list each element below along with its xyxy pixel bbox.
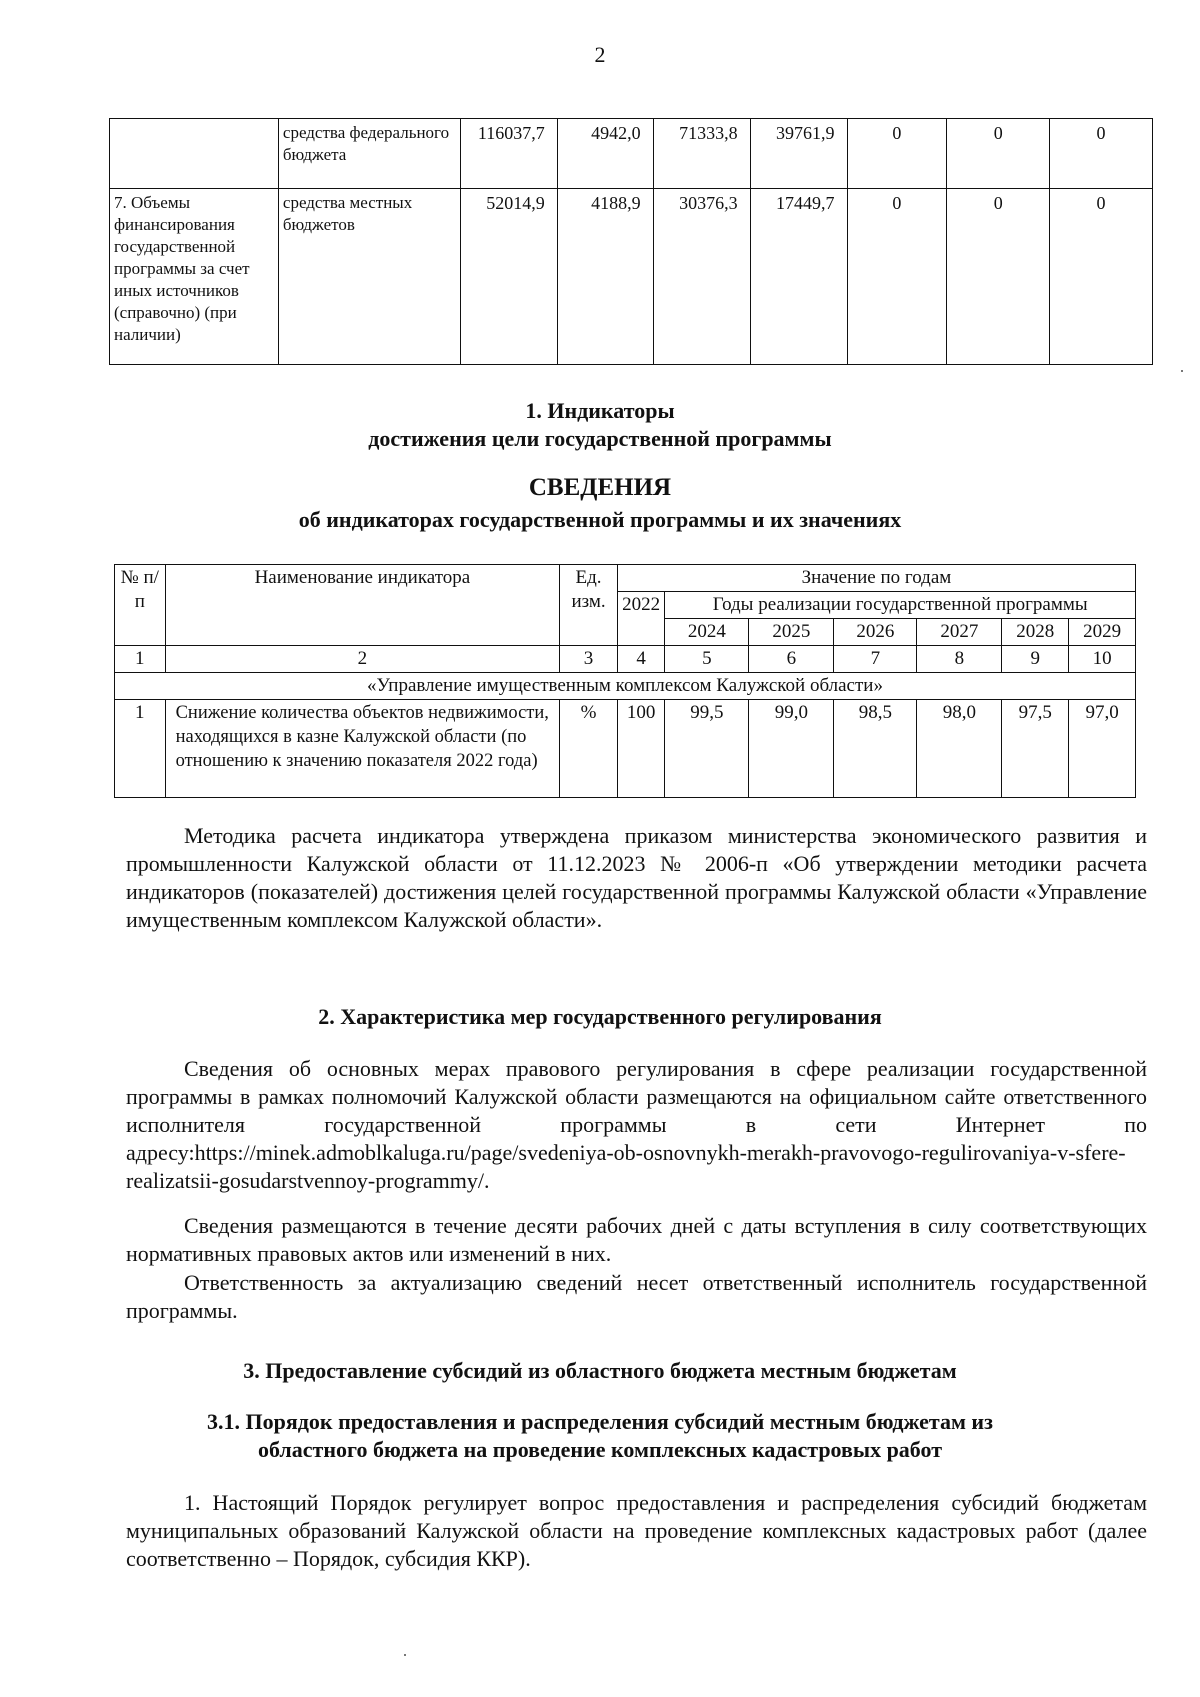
financing-label: [110, 119, 279, 189]
column-number: 10: [1069, 646, 1136, 673]
header-unit: Ед. изм.: [560, 565, 618, 646]
indicator-table: [114, 564, 1136, 798]
section3-paragraph-1: 1. Настоящий Порядок регулирует вопрос предоставления и распределения субсидий бюджетам муниципальных образований Калужской области на проведение комплексных кадастровых работ (далее соответственно – Порядок, субсидия ККР).: [126, 1490, 1147, 1571]
section1-title: 1. Индикаторы: [525, 398, 675, 423]
indicator-name: Снижение количества объектов недвижимости, находящихся в казне Калужской области (по отношению к значению показателя 2022 года): [165, 700, 560, 798]
financing-value: 0: [1050, 119, 1153, 189]
financing-table: [109, 118, 1153, 365]
financing-row-federal: [110, 119, 1153, 189]
financing-value: 52014,9: [460, 189, 557, 365]
indicator-value: 99,5: [665, 700, 749, 798]
financing-source: средства федерального бюджета: [278, 119, 460, 189]
financing-value: 0: [1050, 189, 1153, 365]
indicator-value: 97,0: [1069, 700, 1136, 798]
indicator-no: 1: [115, 700, 166, 798]
svedeniya-subtitle: об индикаторах государственной программы и их значениях: [298, 507, 902, 532]
svedeniya-title: СВЕДЕНИЯ: [528, 474, 672, 501]
financing-value: 0: [947, 119, 1050, 189]
indicator-base: 100: [617, 700, 665, 798]
header-impl-years: Годы реализации государственной программы: [665, 592, 1136, 619]
column-number: 1: [115, 646, 166, 673]
section3-subtitle-1: 3.1. Порядок предоставления и распределения субсидий местным бюджетам из: [207, 1409, 993, 1434]
section3-subtitle-2: областного бюджета на проведение комплексных кадастровых работ: [257, 1437, 943, 1462]
indicator-row: [115, 700, 1136, 798]
indicator-group: «Управление имущественным комплексом Калужской области»: [115, 673, 1136, 700]
header-values: Значение по годам: [617, 565, 1135, 592]
financing-source: средства местных бюджетов: [278, 189, 460, 365]
financing-value: 4188,9: [557, 189, 653, 365]
column-number: 6: [749, 646, 834, 673]
method-paragraph: Методика расчета индикатора утверждена приказом министерства экономического развития и промышленности Калужской области от 11.12.2023 № 2006-п «Об утверждении методики расчета индикаторов (показателей) достижения целей государственной программы Калужской области «Управление имущественным комплексом Калужской области».: [126, 823, 1147, 932]
indicator-unit: %: [560, 700, 618, 798]
financing-value: 39761,9: [750, 119, 847, 189]
column-number: 2: [165, 646, 560, 673]
column-number: 9: [1002, 646, 1069, 673]
header-year: 2025: [749, 619, 834, 646]
financing-value: 17449,7: [750, 189, 847, 365]
section2-title: 2. Характеристика мер государственного регулирования: [318, 1004, 882, 1029]
section2-paragraph-1: Сведения об основных мерах правового регулирования в сфере реализации государственной программы в рамках полномочий Калужской области размещаются на официальном сайте ответственного исполнителя государственной программы в сети Интернет по адресу:https://minek.admoblkaluga.ru/page/svedeniya-ob-osnovnykh-merakh-pravovogo-regulirovaniya-v-sfere-realizatsii-gosudarstvennoy-programmy/.: [126, 1056, 1147, 1193]
header-year: 2028: [1002, 619, 1069, 646]
section2-paragraph-2: Сведения размещаются в течение десяти рабочих дней с даты вступления в силу соответствующих нормативных правовых актов или изменений в них.: [126, 1213, 1147, 1266]
financing-value: 71333,8: [653, 119, 750, 189]
column-number: 8: [917, 646, 1002, 673]
column-numbers-row: [115, 646, 1136, 673]
financing-value: 0: [847, 119, 947, 189]
section3-title: 3. Предоставление субсидий из областного бюджета местным бюджетам: [243, 1358, 957, 1383]
indicator-value: 97,5: [1002, 700, 1069, 798]
scan-speck: [1181, 370, 1183, 372]
column-number: 5: [665, 646, 749, 673]
scan-speck: [404, 1654, 406, 1656]
section2-paragraph-3: Ответственность за актуализацию сведений несет ответственный исполнитель государственной программы.: [126, 1270, 1147, 1323]
header-year: 2029: [1069, 619, 1136, 646]
section1-subtitle: достижения цели государственной программы: [368, 426, 832, 451]
header-year: 2026: [834, 619, 917, 646]
column-number: 7: [834, 646, 917, 673]
header-no: № п/п: [115, 565, 166, 646]
header-base-year: 2022: [617, 592, 665, 646]
financing-label: 7. Объемы финансирования государственной программы за счет иных источников (справочно) (при наличии): [110, 189, 279, 365]
financing-value: 30376,3: [653, 189, 750, 365]
indicator-value: 99,0: [749, 700, 834, 798]
financing-value: 4942,0: [557, 119, 653, 189]
header-year: 2027: [917, 619, 1002, 646]
page-number: 2: [594, 42, 606, 67]
indicator-value: 98,0: [917, 700, 1002, 798]
column-number: 4: [617, 646, 665, 673]
financing-value: 0: [847, 189, 947, 365]
header-name: Наименование индикатора: [165, 565, 560, 646]
column-number: 3: [560, 646, 618, 673]
financing-value: 116037,7: [460, 119, 557, 189]
indicator-value: 98,5: [834, 700, 917, 798]
financing-row-local: [110, 189, 1153, 365]
financing-value: 0: [947, 189, 1050, 365]
header-year: 2024: [665, 619, 749, 646]
